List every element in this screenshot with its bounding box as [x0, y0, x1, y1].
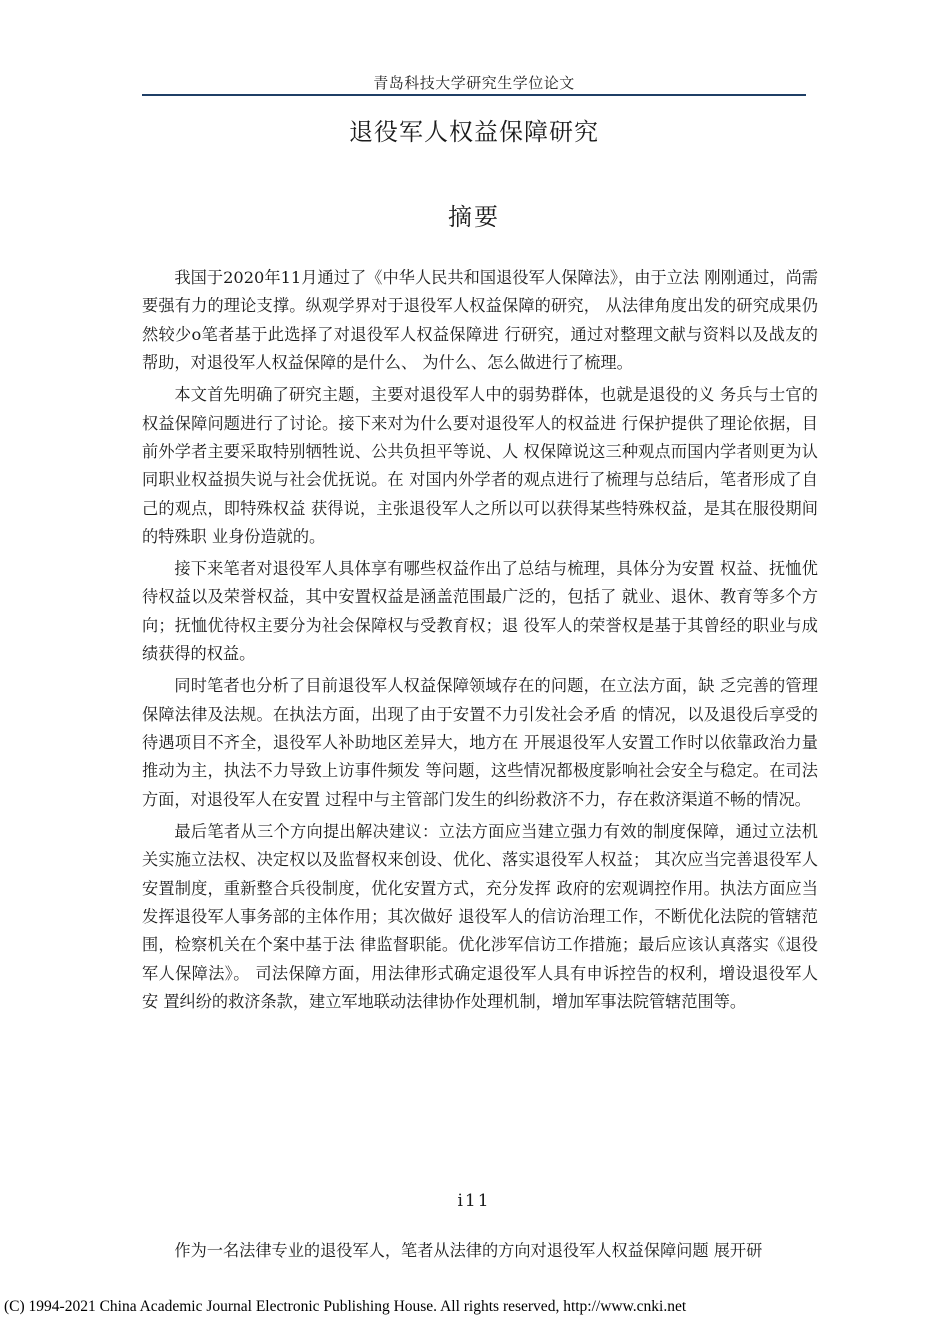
continuation-paragraph: 作为一名法律专业的退役军人，笔者从法律的方向对退役军人权益保障问题 展开研 — [174, 1241, 763, 1260]
abstract-paragraph: 接下来笔者对退役军人具体享有哪些权益作出了总结与梳理，具体分为安置 权益、抚恤优待权益以及荣誉权益，其中安置权益是涵盖范围最广泛的，包括了 就业、退休、教育等多个方向；抚恤优待权主要分为社会保障权与受教育权；退 役军人的荣誉权是基于其曾经的职业与成绩获得的权益。 — [142, 559, 818, 664]
copyright-footer: (C) 1994-2021 China Academic Journal Electronic Publishing House. All rights reserved, http://www.cnki.net — [4, 1298, 687, 1315]
page-number: i11 — [457, 1191, 491, 1211]
abstract-heading: 摘要 — [448, 203, 500, 231]
abstract-body — [142, 264, 818, 1020]
abstract-paragraph: 最后笔者从三个方向提出解决建议：立法方面应当建立强力有效的制度保障，通过立法机关实施立法权、决定权以及监督权来创设、优化、落实退役军人权益； 其次应当完善退役军人安置制度，重新整合兵役制度，优化安置方式，充分发挥 政府的宏观调控作用。执法方面应当发挥退役军人事务部的主体作用；其次做好 退役军人的信访治理工作，不断优化法院的管辖范围，检察机关在个案中基于法 律监督职能。优化涉军信访工作措施；最后应该认真落实《退役军人保障法》。 司法保障方面，用法律形式确定退役军人具有申诉控告的权利，增设退役军人安 置纠纷的救济条款，建立军地联动法律协作处理机制，增加军事法院管辖范围等。 — [142, 821, 818, 1012]
header-rule — [142, 94, 806, 96]
abstract-paragraph: 同时笔者也分析了目前退役军人权益保障领域存在的问题，在立法方面，缺 乏完善的管理保障法律及法规。在执法方面，出现了由于安置不力引发社会矛盾 的情况，以及退役后享受的待遇项目不齐全，退役军人补助地区差异大，地方在 开展退役军人安置工作时以依靠政治力量推动为主，执法不力导致上访事件频发 等问题，这些情况都极度影响社会安全与稳定。在司法方面，对退役军人在安置 过程中与主管部门发生的纠纷救济不力，存在救济渠道不畅的情况。 — [142, 676, 818, 809]
abstract-paragraph: 我国于2020年11月通过了《中华人民共和国退役军人保障法》，由于立法 刚刚通过，尚需要强有力的理论支撑。纵观学界对于退役军人权益保障的研究， 从法律角度出发的研究成果仍然较少o笔者基于此选择了对退役军人权益保障进 行研究，通过对整理文献与资料以及战友的帮助，对退役军人权益保障的是什么、 为什么、怎么做进行了梳理。 — [142, 268, 818, 373]
paper-title: 退役军人权益保障研究 — [349, 118, 599, 146]
abstract-paragraph: 本文首先明确了研究主题，主要对退役军人中的弱势群体，也就是退役的义 务兵与士官的权益保障问题进行了讨论。接下来对为什么要对退役军人的权益进 行保护提供了理论依据，目前外学者主要采取特别牺牲说、公共负担平等说、人 权保障说这三种观点而国内学者则更为认同职业权益损失说与社会优抚说。在 对国内外学者的观点进行了梳理与总结后，笔者形成了自己的观点，即特殊权益 获得说，主张退役军人之所以可以获得某些特殊权益，是其在服役期间的特殊职 业身份造就的。 — [142, 385, 818, 547]
running-header: 青岛科技大学研究生学位论文 — [373, 74, 575, 92]
